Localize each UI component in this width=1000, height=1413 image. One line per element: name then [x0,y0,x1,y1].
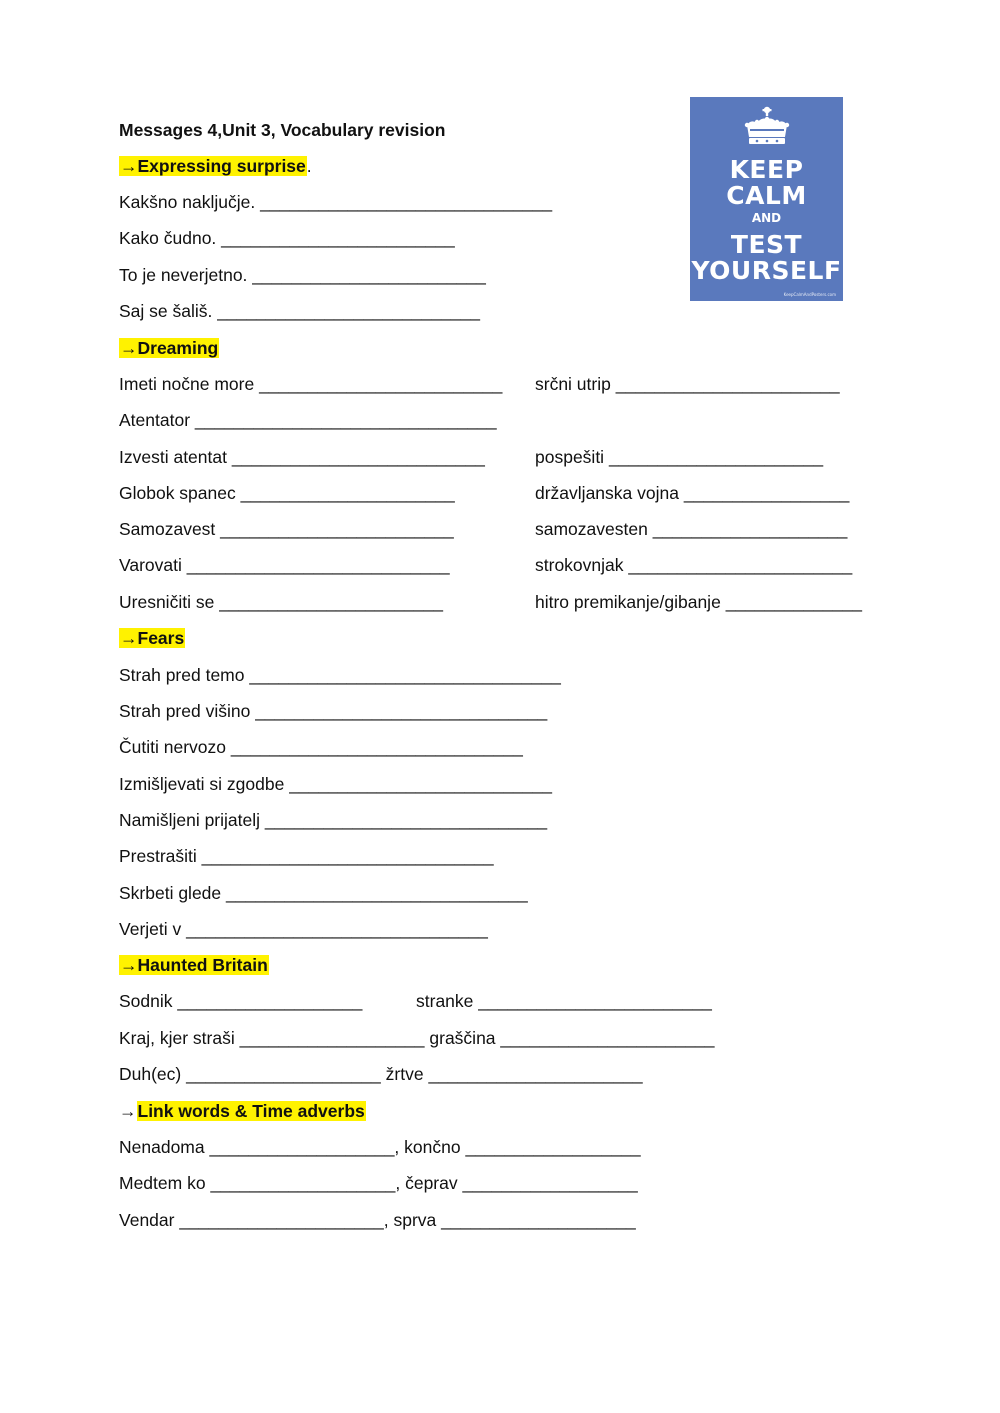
section-heading-fears [119,627,185,649]
item-label: Strah pred višino [119,701,251,721]
answer-blank[interactable]: ___________________________ [289,774,553,794]
poster-line-calm: CALM [726,181,807,210]
answer-blank[interactable]: ______________________ [608,447,824,467]
item-label: Prestrašiti [119,846,197,866]
item-label: Duh(ec) [119,1064,182,1084]
answer-blank[interactable]: ______________________________ [255,701,548,721]
answer-blank[interactable]: _________________________ [259,374,503,394]
answer-blank[interactable]: ______________________ [500,1028,715,1048]
item-label: Kakšno naključje. [119,192,256,212]
answer-blank[interactable]: __________________________ [231,447,485,467]
arrow-icon: → [120,628,138,648]
arrow-icon: → [120,955,138,975]
answer-blank[interactable]: ______________________ [428,1064,643,1084]
item-label: Namišljeni prijatelj [119,810,261,830]
item-label: Čutiti nervozo [119,737,226,757]
answer-blank[interactable]: ______________________________ [230,737,523,757]
item-label: Globok spanec [119,483,236,503]
arrow-icon: → [119,1101,137,1121]
vocab-item [535,518,847,540]
vocab-item [119,990,362,1012]
answer-blank[interactable]: ______________________________ [201,846,494,866]
item-label: Atentator [119,410,191,430]
item-label: Varovati [119,555,182,575]
item-label: , čeprav [395,1173,458,1193]
vocab-item [119,591,443,613]
item-label: stranke [416,991,474,1011]
vocab-item [119,409,497,431]
heading-text: Expressing surprise [137,156,306,176]
answer-blank[interactable]: _________________ [683,483,850,503]
answer-blank[interactable]: ___________________ [210,1173,396,1193]
heading-suffix: . [306,156,312,176]
heading-text: Link words & Time adverbs [137,1101,365,1121]
poster-line-keep: KEEP [729,155,804,184]
vocab-item [119,664,561,686]
vocab-item [119,554,450,576]
item-label: Nenadoma [119,1137,205,1157]
vocab-item [416,990,712,1012]
vocab-item [119,918,488,940]
page-title: Messages 4,Unit 3, Vocabulary revision [119,120,446,140]
poster-line-yourself: YOURSELF [691,256,842,285]
vocab-item [119,1209,636,1231]
answer-blank[interactable]: ______________________ [240,483,455,503]
vocab-item [119,264,486,286]
item-label: To je neverjetno. [119,265,248,285]
answer-blank[interactable]: ________________________ [220,519,454,539]
answer-blank[interactable]: ___________________ [177,991,363,1011]
answer-blank[interactable]: ___________________________ [186,555,450,575]
vocab-item [119,191,552,213]
item-label: pospešiti [535,447,605,467]
poster-line-test: TEST [730,230,803,259]
vocab-item [119,300,480,322]
answer-blank[interactable]: ______________________________ [260,192,553,212]
vocab-item [535,446,823,468]
item-label: Kraj, kjer straši [119,1028,235,1048]
item-label: Skrbeti glede [119,883,222,903]
vocab-item [119,1172,638,1194]
crown-icon [741,105,793,149]
item-label: Kako čudno. [119,228,217,248]
vocab-item [119,482,455,504]
item-label: Imeti nočne more [119,374,255,394]
vocab-item [535,482,849,504]
answer-blank[interactable]: _______________________________ [226,883,528,903]
vocab-item [535,591,862,613]
heading-text: Haunted Britain [137,955,268,975]
answer-blank[interactable]: _______________________ [615,374,840,394]
answer-blank[interactable]: __________________ [462,1173,638,1193]
item-label: žrtve [385,1064,424,1084]
item-label: Izmišljevati si zgodbe [119,774,285,794]
answer-blank[interactable]: ________________________ [221,228,455,248]
answer-blank[interactable]: __________________ [465,1137,641,1157]
item-label: Vendar [119,1210,175,1230]
item-label: Verjeti v [119,919,182,939]
answer-blank[interactable]: ________________________ [252,265,486,285]
answer-blank[interactable]: ____________________ [441,1210,636,1230]
vocab-item [119,518,454,540]
vocab-item [119,773,552,795]
answer-blank[interactable]: ___________________ [209,1137,395,1157]
vocab-item [119,227,455,249]
answer-blank[interactable]: _____________________________ [264,810,548,830]
keep-calm-poster [690,97,843,301]
item-label: Uresničiti se [119,592,215,612]
answer-blank[interactable]: _______________________________ [194,410,497,430]
heading-text: Fears [137,628,185,648]
vocab-item [119,1136,641,1158]
answer-blank[interactable]: _______________________ [628,555,853,575]
arrow-icon: → [120,338,138,358]
section-heading-link-words [119,1100,366,1122]
answer-blank[interactable]: _______________________________ [186,919,488,939]
vocab-item [119,446,485,468]
item-label: Saj se šališ. [119,301,213,321]
item-label: Medtem ko [119,1173,206,1193]
item-label: srčni utrip [535,374,611,394]
section-heading-haunted [119,954,269,976]
vocab-item [535,373,840,395]
item-label: graščina [429,1028,496,1048]
poster-footer: KeepCalmAndPosters.com [783,292,836,297]
item-label: Samozavest [119,519,216,539]
section-heading-surprise [119,155,312,177]
vocab-item [119,1063,643,1085]
answer-blank[interactable]: ___________________________ [217,301,481,321]
item-label: Izvesti atentat [119,447,227,467]
answer-blank[interactable]: ____________________ [652,519,848,539]
item-label: , končno [394,1137,461,1157]
vocab-item [119,882,528,904]
vocab-item [535,554,852,576]
item-label: Strah pred temo [119,665,245,685]
answer-blank[interactable]: ________________________________ [249,665,561,685]
answer-blank[interactable]: _____________________ [179,1210,384,1230]
arrow-icon: → [120,156,138,176]
vocab-item [119,373,502,395]
item-label: strokovnjak [535,555,624,575]
answer-blank[interactable]: ____________________ [186,1064,381,1084]
vocab-item [119,1027,715,1049]
answer-blank[interactable]: ______________ [725,592,862,612]
heading-text: Dreaming [137,338,219,358]
poster-line-and: AND [751,211,782,225]
answer-blank[interactable]: ___________________ [239,1028,425,1048]
answer-blank[interactable]: _______________________ [219,592,444,612]
vocab-item [119,700,547,722]
vocab-item [119,809,547,831]
item-label: državljanska vojna [535,483,679,503]
item-label: hitro premikanje/gibanje [535,592,721,612]
item-label: Sodnik [119,991,173,1011]
item-label: , sprva [383,1210,437,1230]
section-heading-dreaming [119,337,219,359]
item-label: samozavesten [535,519,648,539]
vocab-item [119,845,494,867]
answer-blank[interactable]: ________________________ [478,991,712,1011]
vocab-item [119,736,523,758]
